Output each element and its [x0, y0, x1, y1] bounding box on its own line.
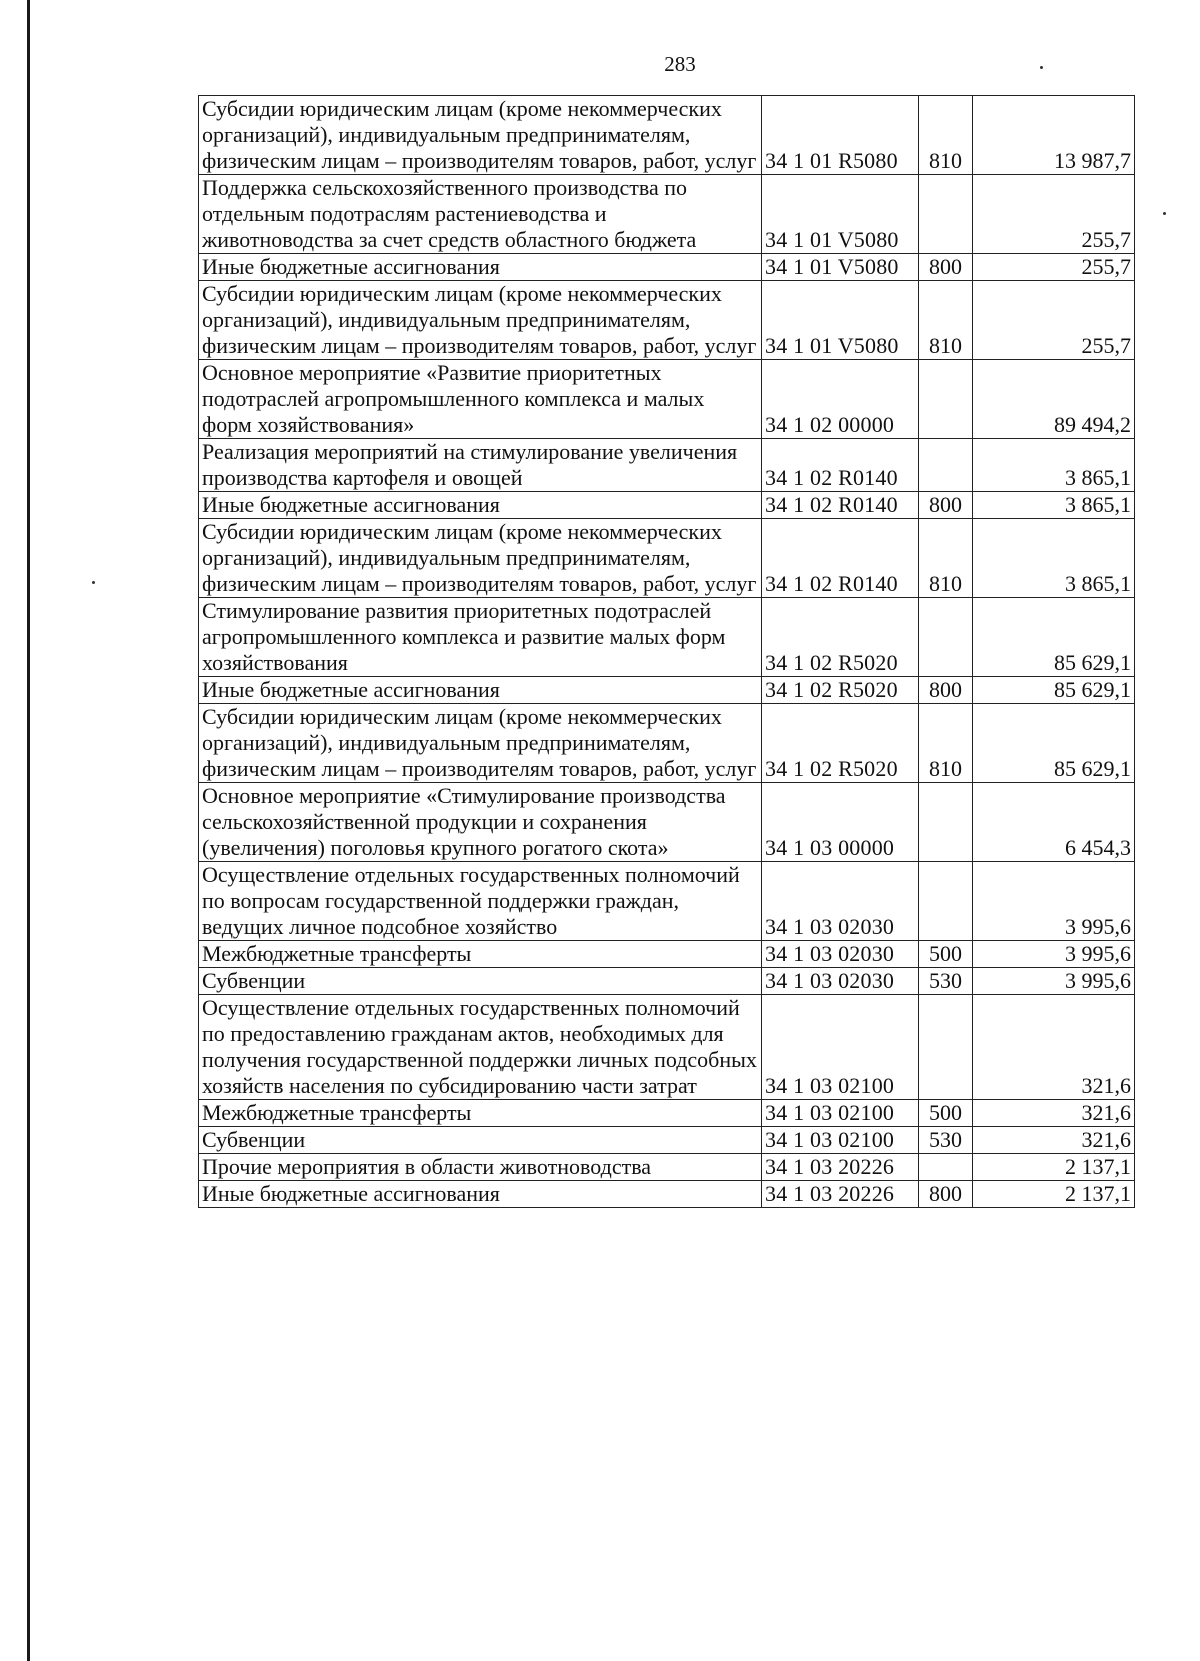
code-cell: 34 1 03 02030	[762, 862, 919, 941]
code-cell: 34 1 03 00000	[762, 783, 919, 862]
amount-cell: 255,7	[973, 254, 1135, 281]
name-cell: Иные бюджетные ассигнования	[199, 1181, 762, 1208]
name-cell: Основное мероприятие «Развитие приоритетных подотраслей агропромышленного комплекса и малых форм хозяйствования»	[199, 360, 762, 439]
amount-cell: 255,7	[973, 175, 1135, 254]
page-number: 283	[664, 52, 696, 76]
table-row	[199, 96, 1135, 175]
code-cell: 34 1 01 R5080	[762, 96, 919, 175]
amount-cell: 321,6	[973, 995, 1135, 1100]
code-cell: 34 1 03 02100	[762, 1100, 919, 1127]
code-cell: 34 1 02 R5020	[762, 677, 919, 704]
name-cell: Осуществление отдельных государственных полномочий по предоставлению гражданам актов, необходимых для получения государственной поддержки личных подсобных хозяйств населения по субсидированию части затрат	[199, 995, 762, 1100]
table-body	[199, 96, 1135, 1208]
type-cell	[919, 995, 973, 1100]
code-cell: 34 1 03 20226	[762, 1181, 919, 1208]
type-cell: 500	[919, 941, 973, 968]
table-row	[199, 281, 1135, 360]
table-row	[199, 968, 1135, 995]
name-cell: Субсидии юридическим лицам (кроме некоммерческих организаций), индивидуальным предпринимателям, физическим лицам – производителям товаров, работ, услуг	[199, 519, 762, 598]
type-cell	[919, 598, 973, 677]
name-cell: Иные бюджетные ассигнования	[199, 677, 762, 704]
table-row	[199, 783, 1135, 862]
type-cell: 810	[919, 96, 973, 175]
code-cell: 34 1 02 R0140	[762, 439, 919, 492]
table-row	[199, 704, 1135, 783]
table-row	[199, 439, 1135, 492]
amount-cell: 255,7	[973, 281, 1135, 360]
table-row	[199, 995, 1135, 1100]
code-cell: 34 1 02 R0140	[762, 519, 919, 598]
amount-cell: 321,6	[973, 1127, 1135, 1154]
amount-cell: 3 865,1	[973, 439, 1135, 492]
table-row	[199, 254, 1135, 281]
scan-speck	[1163, 212, 1166, 215]
name-cell: Прочие мероприятия в области животноводства	[199, 1154, 762, 1181]
type-cell: 530	[919, 1127, 973, 1154]
amount-cell: 13 987,7	[973, 96, 1135, 175]
table-row	[199, 862, 1135, 941]
budget-table	[198, 95, 1135, 1208]
name-cell: Субсидии юридическим лицам (кроме некоммерческих организаций), индивидуальным предпринимателям, физическим лицам – производителям товаров, работ, услуг	[199, 704, 762, 783]
amount-cell: 6 454,3	[973, 783, 1135, 862]
name-cell: Осуществление отдельных государственных полномочий по вопросам государственной поддержки граждан, ведущих личное подсобное хозяйство	[199, 862, 762, 941]
code-cell: 34 1 03 20226	[762, 1154, 919, 1181]
page-edge-line	[27, 0, 30, 1661]
type-cell: 800	[919, 677, 973, 704]
name-cell: Стимулирование развития приоритетных подотраслей агропромышленного комплекса и развитие малых форм хозяйствования	[199, 598, 762, 677]
table-row	[199, 1154, 1135, 1181]
amount-cell: 85 629,1	[973, 677, 1135, 704]
amount-cell: 85 629,1	[973, 704, 1135, 783]
code-cell: 34 1 01 V5080	[762, 254, 919, 281]
type-cell	[919, 439, 973, 492]
table-row	[199, 1181, 1135, 1208]
scan-speck	[92, 581, 95, 584]
code-cell: 34 1 03 02030	[762, 968, 919, 995]
amount-cell: 85 629,1	[973, 598, 1135, 677]
table-row	[199, 598, 1135, 677]
name-cell: Основное мероприятие «Стимулирование производства сельскохозяйственной продукции и сохранения (увеличения) поголовья крупного рогатого скота»	[199, 783, 762, 862]
code-cell: 34 1 02 R5020	[762, 598, 919, 677]
amount-cell: 2 137,1	[973, 1154, 1135, 1181]
amount-cell: 3 865,1	[973, 519, 1135, 598]
amount-cell: 321,6	[973, 1100, 1135, 1127]
name-cell: Субвенции	[199, 1127, 762, 1154]
type-cell: 800	[919, 254, 973, 281]
name-cell: Межбюджетные трансферты	[199, 1100, 762, 1127]
table-row	[199, 677, 1135, 704]
amount-cell: 3 995,6	[973, 968, 1135, 995]
name-cell: Иные бюджетные ассигнования	[199, 492, 762, 519]
table-row	[199, 1127, 1135, 1154]
table-row	[199, 175, 1135, 254]
code-cell: 34 1 02 R0140	[762, 492, 919, 519]
name-cell: Субвенции	[199, 968, 762, 995]
amount-cell: 3 995,6	[973, 941, 1135, 968]
type-cell: 810	[919, 704, 973, 783]
code-cell: 34 1 03 02030	[762, 941, 919, 968]
table-row	[199, 492, 1135, 519]
code-cell: 34 1 02 R5020	[762, 704, 919, 783]
type-cell: 800	[919, 492, 973, 519]
name-cell: Поддержка сельскохозяйственного производства по отдельным подотраслям растениеводства и животноводства за счет средств областного бюджета	[199, 175, 762, 254]
amount-cell: 2 137,1	[973, 1181, 1135, 1208]
code-cell: 34 1 02 00000	[762, 360, 919, 439]
name-cell: Субсидии юридическим лицам (кроме некоммерческих организаций), индивидуальным предпринимателям, физическим лицам – производителям товаров, работ, услуг	[199, 96, 762, 175]
type-cell	[919, 175, 973, 254]
name-cell: Реализация мероприятий на стимулирование увеличения производства картофеля и овощей	[199, 439, 762, 492]
name-cell: Иные бюджетные ассигнования	[199, 254, 762, 281]
type-cell	[919, 360, 973, 439]
table-row	[199, 360, 1135, 439]
type-cell	[919, 862, 973, 941]
type-cell: 810	[919, 281, 973, 360]
code-cell: 34 1 01 V5080	[762, 175, 919, 254]
amount-cell: 3 995,6	[973, 862, 1135, 941]
code-cell: 34 1 03 02100	[762, 995, 919, 1100]
amount-cell: 89 494,2	[973, 360, 1135, 439]
code-cell: 34 1 03 02100	[762, 1127, 919, 1154]
type-cell: 800	[919, 1181, 973, 1208]
type-cell	[919, 1154, 973, 1181]
type-cell: 500	[919, 1100, 973, 1127]
type-cell	[919, 783, 973, 862]
code-cell: 34 1 01 V5080	[762, 281, 919, 360]
name-cell: Межбюджетные трансферты	[199, 941, 762, 968]
type-cell: 530	[919, 968, 973, 995]
name-cell: Субсидии юридическим лицам (кроме некоммерческих организаций), индивидуальным предпринимателям, физическим лицам – производителям товаров, работ, услуг	[199, 281, 762, 360]
table-row	[199, 1100, 1135, 1127]
table-row	[199, 941, 1135, 968]
table-row	[199, 519, 1135, 598]
type-cell: 810	[919, 519, 973, 598]
amount-cell: 3 865,1	[973, 492, 1135, 519]
